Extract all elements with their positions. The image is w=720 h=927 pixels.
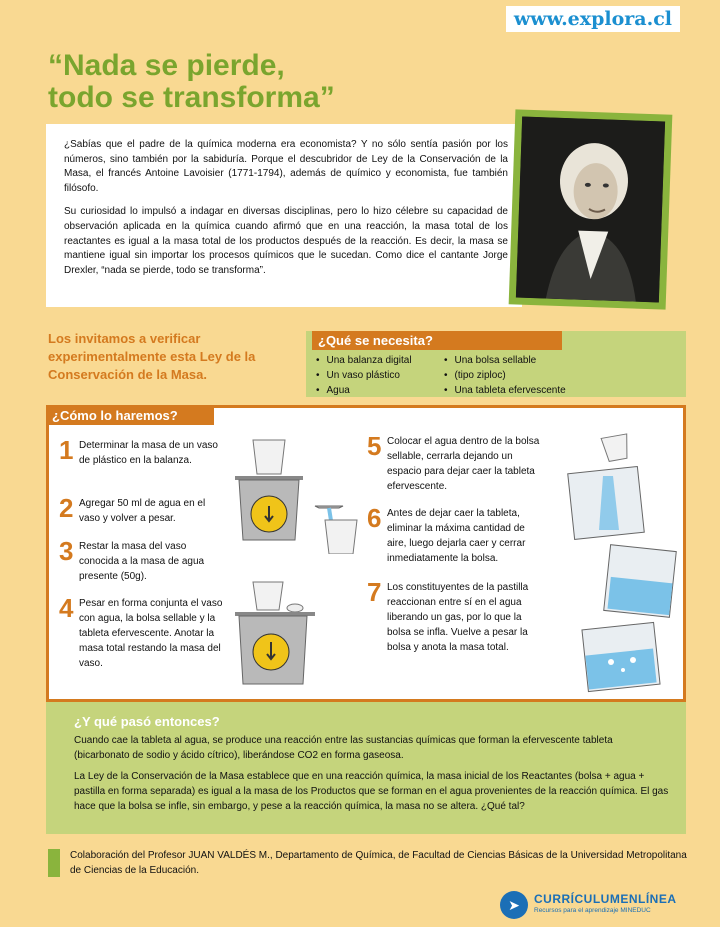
step-number: 3 <box>59 536 74 566</box>
material-item: • (tipo ziploc) <box>444 368 566 383</box>
step-2 <box>59 493 224 526</box>
portrait-illustration <box>516 117 665 303</box>
step-text: Determinar la masa de un vaso de plástico en la balanza. <box>79 440 218 466</box>
step-number: 4 <box>59 593 74 623</box>
step-text: Antes de dejar caer la tableta, eliminar la máxima cantidad de aire, luego dejarla caer y cerrar inmediatamente la bolsa. <box>387 508 526 564</box>
material-item: • Agua <box>316 383 412 398</box>
result-title: ¿Y qué pasó entonces? <box>74 714 220 729</box>
credit-text: Colaboración del Profesor JUAN VALDÉS M., Departamento de Química, de Facultad de Ciencias Básicas de la Universidad Metropolitana de Ciencias de la Educación. <box>70 850 687 876</box>
step-text: Los constituyentes de la pastilla reaccionan entre sí en el agua liberando un gas, por lo que la bolsa se infla. Vuelve a pesar la bolsa y anota la masa total. <box>387 582 529 653</box>
result-panel <box>46 702 686 834</box>
step-number: 2 <box>59 493 74 523</box>
material-item: • Un vaso plástico <box>316 368 412 383</box>
title-line-2: todo se transforma” <box>48 81 335 114</box>
intro-paragraph-2: Su curiosidad lo impulsó a indagar en diversas disciplinas, pero lo hizo célebre su capacidad de observación aplicada en la química cuando afirmó que en una reacción, la masa total de los reactantes es igual a la masa total de los productos después de la reacción. Es decir, la masa se mantiene igual sin importar los procesos químicos que le sucedan. Como dice el cantante Jorge Drexler, “nada se pierde, todo se transforma”. <box>64 206 508 276</box>
logo-main-text: CURRÍCULUMENLÍNEA <box>534 892 677 906</box>
step-text: Agregar 50 ml de agua en el vaso y volver a pesar. <box>79 498 206 524</box>
step-text: Colocar el agua dentro de la bolsa sellable, cerrarla dejando un espacio para dejar caer la tableta efervescente. <box>387 436 540 492</box>
bag-sequence-illustration <box>563 430 683 700</box>
step-number: 6 <box>367 503 382 533</box>
arrow-icon: ➤ <box>500 891 528 919</box>
materials-list-1 <box>316 353 412 398</box>
credit-bar <box>48 849 60 877</box>
intro-paragraph-1: ¿Sabías que el padre de la química moderna era economista? Y no sólo sentía pasión por los números, sino también por la sabiduría. Porque el descubridor de Ley de la Conservación de la Masa, el francés Antoine Lavoisier (1771-1794), además de químico y economista, fue también filósofo. <box>64 139 508 194</box>
procedure-panel <box>46 405 686 702</box>
step-7 <box>367 577 543 655</box>
step-number: 7 <box>367 577 382 607</box>
procedure-title: ¿Cómo lo haremos? <box>46 405 214 425</box>
logo-text <box>534 893 677 917</box>
curriculum-logo[interactable] <box>500 888 682 922</box>
material-item: • Una tableta efervescente <box>444 383 566 398</box>
invite-text: Los invitamos a verificar experimentalmente esta Ley de la Conservación de la Masa. <box>48 331 256 382</box>
scale-with-bag-illustration <box>231 580 363 690</box>
scale-with-cup-illustration <box>231 436 363 554</box>
step-text: Restar la masa del vaso conocida a la masa de agua presente (50g). <box>79 541 205 582</box>
materials-list-2 <box>444 353 566 398</box>
step-4 <box>59 593 224 671</box>
step-number: 1 <box>59 435 74 465</box>
material-item: • Una balanza digital <box>316 353 412 368</box>
step-3 <box>59 536 224 584</box>
material-item: • Una bolsa sellable <box>444 353 566 368</box>
step-1 <box>59 435 224 468</box>
step-5 <box>367 431 543 494</box>
result-paragraph-1: Cuando cae la tableta al agua, se produce una reacción entre las sustancias químicas que forman la efervescente tableta (bicarbonato de sodio y ácido cítrico), liberándose CO2 en forma gaseosa. <box>74 735 613 761</box>
portrait-frame <box>509 109 673 309</box>
title-line-1: “Nada se pierde, <box>48 49 285 82</box>
materials-panel <box>306 331 686 397</box>
materials-title: ¿Qué se necesita? <box>312 331 562 350</box>
page-title <box>48 50 335 114</box>
site-url[interactable]: www.explora.cl <box>506 6 680 32</box>
step-text: Pesar en forma conjunta el vaso con agua, la bolsa sellable y la tableta efervescente. Anotar la masa total restando la masa del vaso. <box>79 598 223 669</box>
credit-note <box>48 848 688 878</box>
result-paragraph-2: La Ley de la Conservación de la Masa establece que en una reacción química, la masa inicial de los Reactantes (bolsa + agua + pastilla en forma separada) es igual a la masa de los Productos que se forman en el agua provenientes de la reacción química. El gas hace que la bolsa se infle, sin embargo, y pese a la reacción química, la masa no se altera. ¿Qué tal? <box>74 771 669 812</box>
step-6 <box>367 503 543 566</box>
logo-sub-text: Recursos para el aprendizaje MINEDUC <box>534 907 651 914</box>
intro-box <box>46 124 522 307</box>
step-number: 5 <box>367 431 382 461</box>
lavoisier-portrait <box>516 117 665 303</box>
